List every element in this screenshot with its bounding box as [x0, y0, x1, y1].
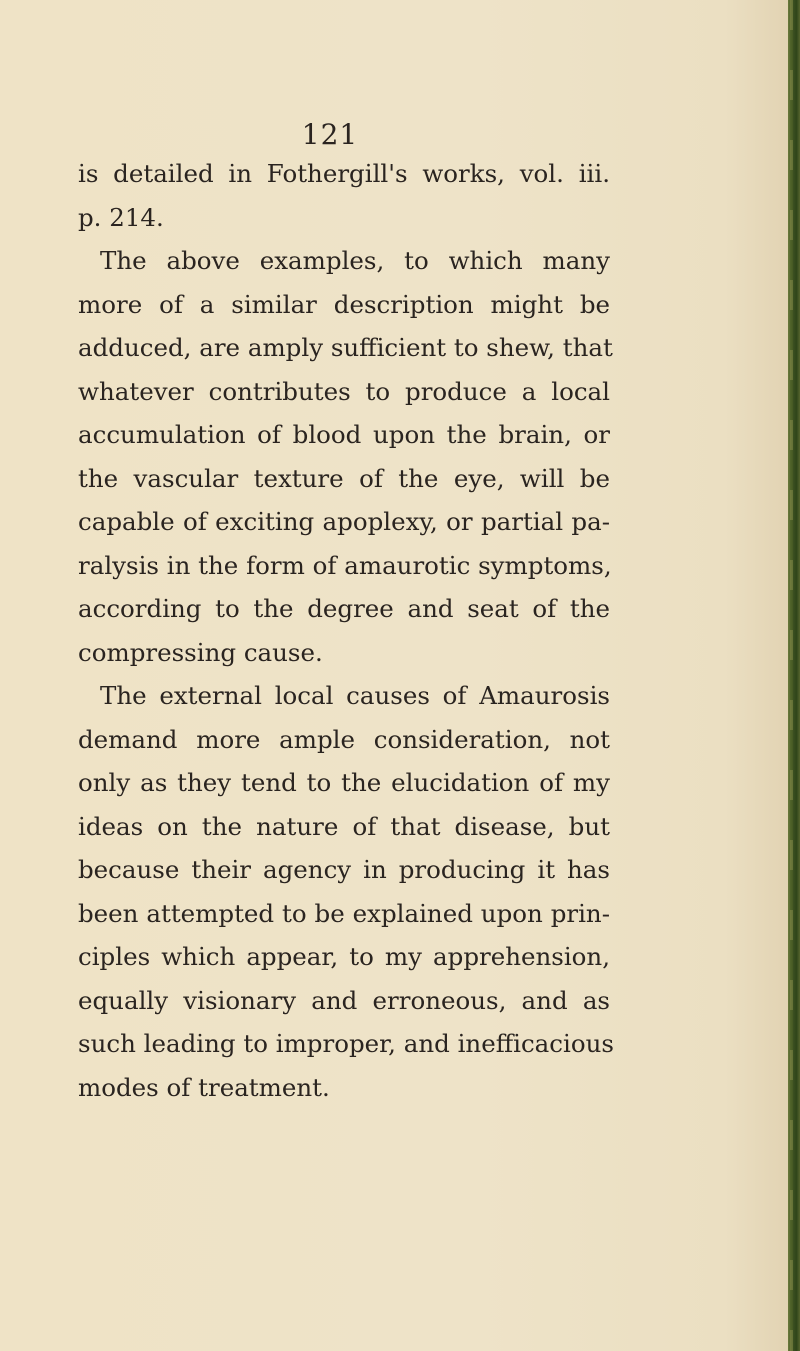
text-line: capable of exciting apoplexy, or partial pa- [78, 507, 610, 536]
text-line: modes of treatment. [78, 1072, 330, 1102]
text-line: more of a similar description might be [78, 289, 610, 319]
text-line: only as they tend to the elucidation of my [78, 768, 610, 797]
text-line: ideas on the nature of that disease, but [78, 811, 610, 841]
text-line: whatever contributes to produce a local [78, 376, 610, 406]
text-line: demand more ample consideration, not [78, 724, 610, 754]
text-line: been attempted to be explained upon prin- [78, 898, 610, 928]
text-line: compressing cause. [78, 637, 323, 667]
text-line: The above examples, to which many [100, 246, 610, 275]
text-line: adduced, are amply sufficient to shew, that [78, 333, 613, 362]
book-cover-edge [788, 0, 800, 1351]
text-line: equally visionary and erroneous, and as [78, 985, 610, 1015]
body-text [78, 152, 614, 1109]
text-line: because their agency in producing it has [78, 855, 610, 884]
text-line: ciples which appear, to my apprehension, [78, 942, 610, 971]
text-line: according to the degree and seat of the [78, 594, 610, 623]
text-line: p. 214. [78, 202, 164, 232]
text-line: ralysis in the form of amaurotic symptoms, [78, 550, 612, 580]
text-line: the vascular texture of the eye, will be [78, 463, 610, 493]
page-number: 121 [301, 118, 359, 151]
text-line: The external local causes of Amaurosis [100, 681, 610, 710]
text-line: is detailed in Fothergill's works, vol. iii. [78, 159, 610, 188]
text-line: such leading to improper, and inefficacious [78, 1029, 614, 1058]
text-line: accumulation of blood upon the brain, or [78, 420, 610, 449]
